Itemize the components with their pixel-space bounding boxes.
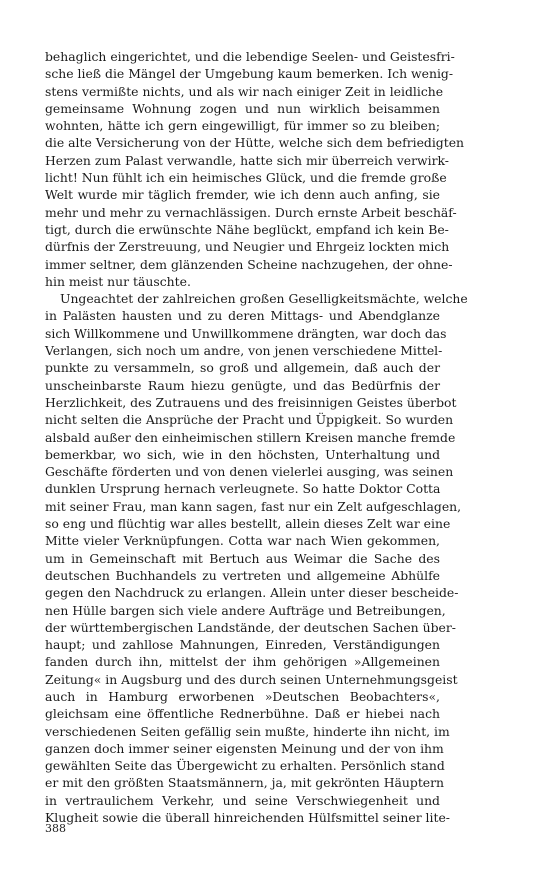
body-text — [45, 48, 468, 826]
text-line: nicht selten die Ansprüche der Pracht und Üppigkeit. So wurden — [45, 412, 454, 428]
text-line: verschiedenen Seiten gefällig sein mußte, hinderte ihn nicht, im — [45, 723, 450, 739]
text-line: gewählten Seite das Übergewicht zu erhalten. Persönlich stand — [45, 758, 445, 774]
text-line: so eng und flüchtig war alles bestellt, allein dieses Zelt war eine — [45, 516, 451, 532]
text-line: Mitte vieler Verknüpfungen. Cotta war nach Wien gekommen, — [45, 533, 440, 549]
text-line: auch in Hamburg erworbenen »Deutschen Beobachters«, — [45, 688, 440, 704]
text-line: bemerkbar, wo sich, wie in den höchsten, Unterhaltung und — [45, 446, 440, 462]
text-line: ganzen doch immer seiner eigensten Meinung und der von ihm — [45, 740, 444, 756]
text-line: alsbald außer den einheimischen stillern Kreisen manche fremde — [45, 429, 456, 445]
text-line: Klugheit sowie die überall hinreichenden Hülfsmittel seiner lite- — [45, 810, 450, 826]
text-line: wohnten, hätte ich gern eingewilligt, für immer so zu bleiben; — [45, 118, 440, 134]
text-line: sich Willkommene und Unwillkommene drängten, war doch das — [45, 325, 447, 341]
text-line: Welt wurde mir täglich fremder, wie ich denn auch anfing, sie — [45, 187, 440, 203]
text-line: gemeinsame Wohnung zogen und nun wirklich beisammen — [45, 100, 440, 116]
text-line: der württembergischen Landstände, der deutschen Sachen über- — [45, 619, 456, 635]
text-line: Geschäfte förderten und von denen vielerlei ausging, was seinen — [45, 464, 454, 480]
paragraph — [45, 48, 465, 290]
text-line: hin meist nur täuschte. — [45, 273, 191, 289]
text-line: immer seltner, dem glänzenden Scheine nachzugehen, der ohne- — [45, 256, 453, 272]
text-line: Herzen zum Palast verwandle, hatte sich mir überreich verwirk- — [45, 152, 449, 168]
text-line: punkte zu versammeln, so groß und allgemein, daß auch der — [45, 360, 440, 376]
text-line: er mit den größten Staatsmännern, ja, mit gekrönten Häuptern — [45, 775, 445, 791]
text-line: die alte Versicherung von der Hütte, welche sich dem befriedigten — [45, 135, 465, 151]
text-line: in Palästen hausten und zu deren Mittags- und Abendglanze — [45, 308, 440, 324]
text-line: Verlangen, sich noch um andre, von jenen verschiedene Mittel- — [45, 343, 443, 359]
text-line: Ungeachtet der zahlreichen großen Geselligkeitsmächte, welche — [60, 291, 468, 307]
text-line: mit seiner Frau, man kann sagen, fast nur ein Zelt aufgeschlagen, — [45, 498, 462, 514]
text-line: licht! Nun fühlt ich ein heimisches Glück, und die fremde große — [45, 170, 447, 186]
text-line: gegen den Nachdruck zu erlangen. Allein unter dieser bescheide- — [45, 585, 459, 601]
text-line: haupt; und zahllose Mahnungen, Einreden, Verständigungen — [45, 637, 440, 653]
text-line: deutschen Buchhandels zu vertreten und allgemeine Abhülfe — [45, 567, 440, 583]
text-line: stens vermißte nichts, und als wir nach einiger Zeit in leidliche — [45, 83, 444, 99]
text-line: Zeitung« in Augsburg und des durch seinen Unternehmungsgeist — [45, 671, 458, 687]
text-line: unscheinbarste Raum hiezu genügte, und das Bedürfnis der — [45, 377, 440, 393]
text-line: dunklen Ursprung hernach verleugnete. So hatte Doktor Cotta — [45, 481, 441, 497]
text-line: gleichsam eine öffentliche Rednerbühne. Daß er hiebei nach — [45, 706, 440, 722]
text-line: um in Gemeinschaft mit Bertuch aus Weimar die Sache des — [45, 550, 440, 566]
text-line: tigt, durch die erwünschte Nähe beglückt, empfand ich kein Be- — [45, 221, 449, 237]
text-line: mehr und mehr zu vernachlässigen. Durch ernste Arbeit beschäf- — [45, 204, 457, 220]
text-line: sche ließ die Mängel der Umgebung kaum bemerken. Ich wenig- — [45, 66, 454, 82]
text-line: behaglich eingerichtet, und die lebendige Seelen- und Geistesfri- — [45, 49, 455, 64]
paragraph — [45, 290, 468, 826]
page-number: 388 — [45, 822, 66, 835]
text-line: fanden durch ihn, mittelst der ihm gehörigen »Allgemeinen — [45, 654, 440, 670]
text-line: Herzlichkeit, des Zutrauens und des freisinnigen Geistes überbot — [45, 394, 457, 410]
text-line: nen Hülle bargen sich viele andere Aufträge und Betreibungen, — [45, 602, 446, 618]
text-line: in vertraulichem Verkehr, und seine Verschwiegenheit und — [45, 792, 440, 808]
text-line: dürfnis der Zerstreuung, und Neugier und Ehrgeiz lockten mich — [45, 239, 450, 255]
